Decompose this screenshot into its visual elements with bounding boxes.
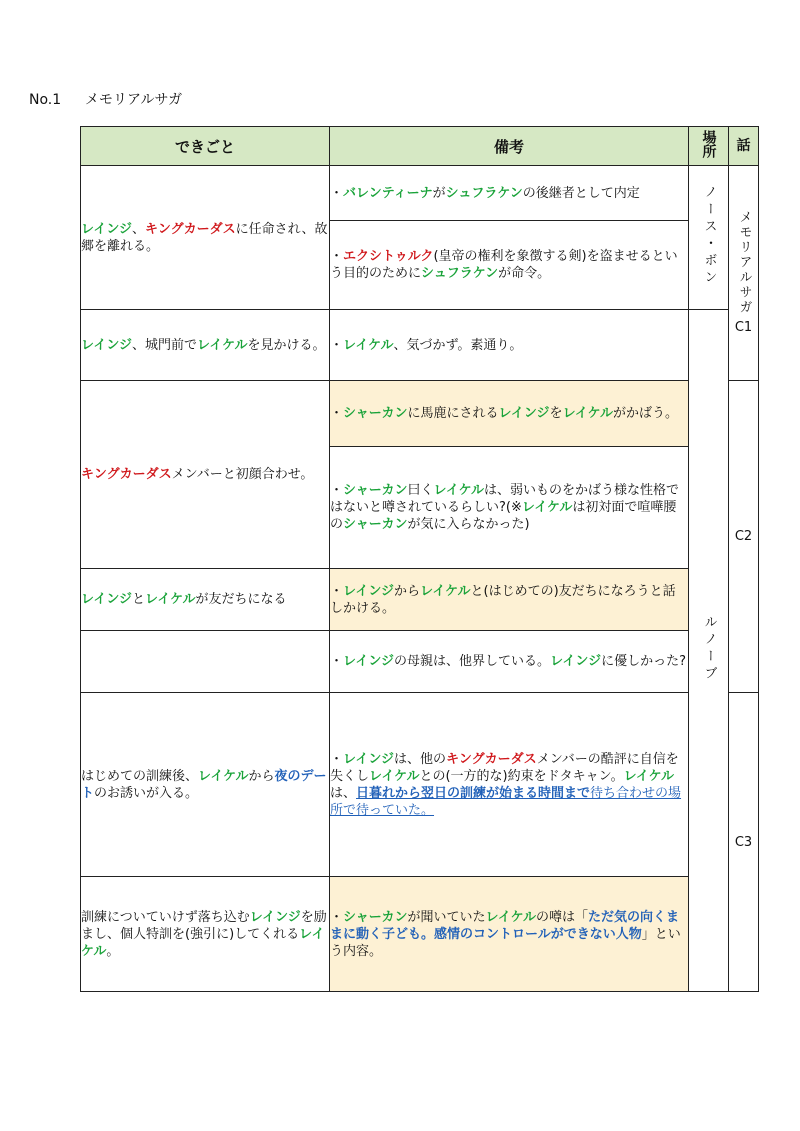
- note-cell: ・エクシトゥルク(皇帝の権利を象徴する剣)を盗ませるという目的のためにシュフラケンが命令。: [330, 221, 689, 310]
- event-cell: キングカーダスメンバーと初顔合わせ。: [81, 381, 330, 569]
- event-cell: レインジとレイケルが友だちになる: [81, 569, 330, 631]
- document-title: メモリアルサガ: [85, 92, 183, 108]
- note-cell: ・バレンティーナがシュフラケンの後継者として内定: [330, 166, 689, 221]
- location-cell-lunove: ルノーブ: [689, 310, 729, 992]
- location-cell-north-bon: ノース・ボン: [689, 166, 729, 310]
- note-cell-highlighted: ・シャーカンが聞いていたレイケルの噂は「ただ気の向くままに動く子ども。感情のコントロールができない人物」という内容。: [330, 877, 689, 992]
- episode-cell-c2: C2: [729, 381, 759, 693]
- table-row: [81, 381, 759, 447]
- table-row: [81, 631, 759, 693]
- document-header: [29, 89, 182, 109]
- table-row: [81, 693, 759, 877]
- note-cell-highlighted: ・レインジからレイケルと(はじめての)友だちになろうと話しかける。: [330, 569, 689, 631]
- column-header-note: 備考: [330, 127, 689, 166]
- note-cell: ・シャーカン曰くレイケルは、弱いものをかばう様な性格ではないと噂されているらしい?(※レイケルは初対面で喧嘩腰のシャーカンが気に入らなかった): [330, 447, 689, 569]
- note-cell-highlighted: ・シャーカンに馬鹿にされるレインジをレイケルがかばう。: [330, 381, 689, 447]
- episode-cell-c1: メモリアルサガ C1: [729, 166, 759, 381]
- table-header-row: [81, 127, 759, 166]
- event-cell: レインジ、城門前でレイケルを見かける。: [81, 310, 330, 381]
- note-cell: ・レイケル、気づかず。素通り。: [330, 310, 689, 381]
- column-header-event: できごと: [81, 127, 330, 166]
- episode-cell-c3: C3: [729, 693, 759, 992]
- event-cell: 訓練についていけず落ち込むレインジを励まし、個人特訓を(強引に)してくれるレイケル。: [81, 877, 330, 992]
- note-cell: ・レインジは、他のキングカーダスメンバーの酷評に自信を失くしレイケルとの(一方的な)約束をドタキャン。レイケルは、日暮れから翌日の訓練が始まる時間まで待ち合わせの場所で待っていた。: [330, 693, 689, 877]
- note-cell: ・レインジの母親は、他界している。レインジに優しかった?: [330, 631, 689, 693]
- event-cell-empty: [81, 631, 330, 693]
- event-cell: レインジ、キングカーダスに任命され、故郷を離れる。: [81, 166, 330, 310]
- event-table: [80, 126, 759, 992]
- table-row: [81, 877, 759, 992]
- table-row: [81, 166, 759, 221]
- table-row: [81, 310, 759, 381]
- table-row: [81, 569, 759, 631]
- event-cell: はじめての訓練後、レイケルから夜のデートのお誘いが入る。: [81, 693, 330, 877]
- column-header-location: 場所: [689, 127, 729, 166]
- column-header-episode: 話: [729, 127, 759, 166]
- document-number: No.1: [29, 92, 62, 108]
